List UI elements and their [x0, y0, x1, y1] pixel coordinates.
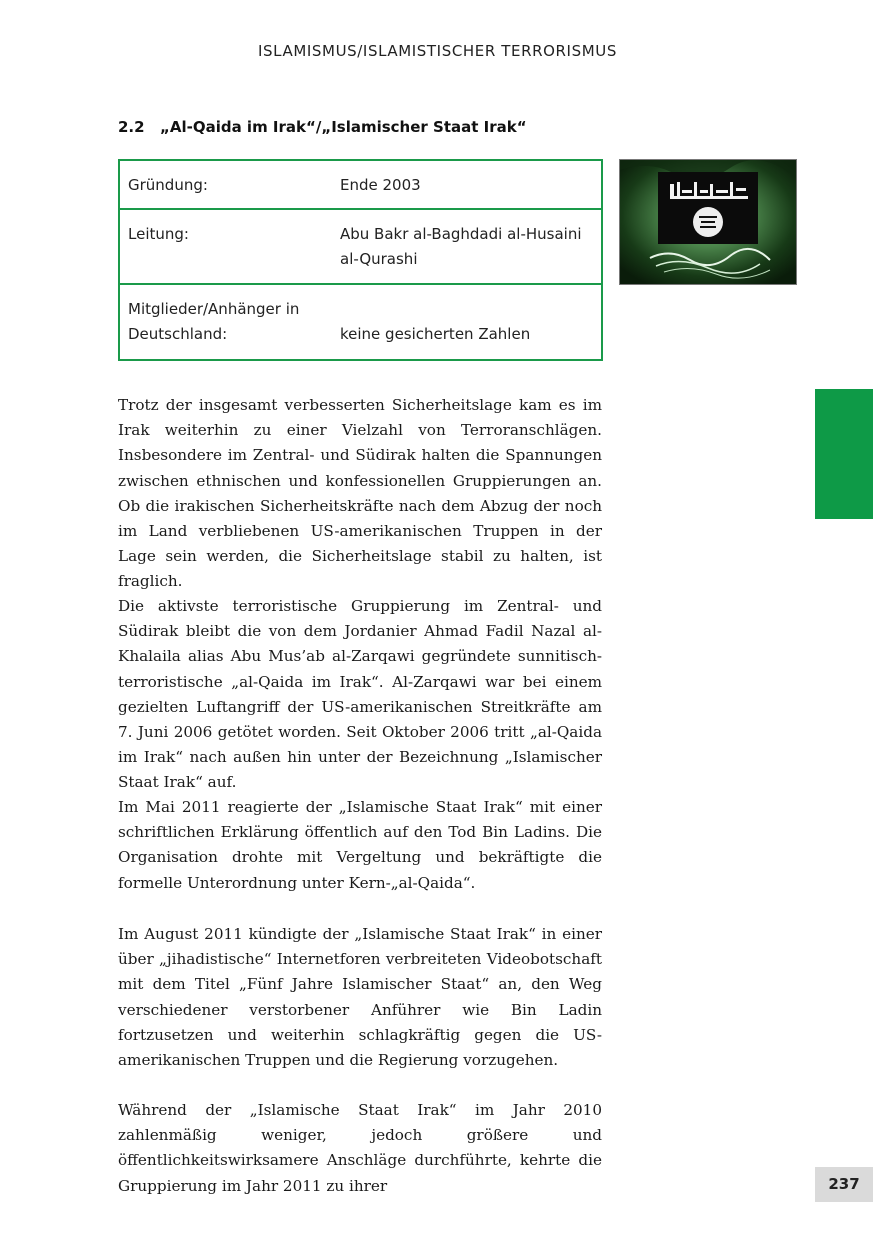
- section-title: [118, 118, 527, 136]
- chapter-side-tab: [815, 389, 873, 519]
- info-label: Mitglieder/Anhänger in Deutschland:: [128, 300, 300, 343]
- running-header: ISLAMISMUS/ISLAMISTISCHER TERRORISMUS: [258, 42, 617, 60]
- section-number: 2.2: [118, 118, 145, 136]
- info-label: Gründung:: [128, 176, 208, 194]
- info-value: Ende 2003: [340, 176, 421, 194]
- info-value: keine gesicherten Zahlen: [340, 325, 531, 343]
- page-number: 237: [815, 1167, 873, 1202]
- info-value: Abu Bakr al-Baghdadi al-Husaini al-Qurashi: [340, 225, 582, 268]
- info-row-members: [120, 285, 601, 359]
- paragraph: Während der „Islamische Staat Irak“ im Jahr 2010 zahlenmäßig weniger, jedoch größere und öffentlichkeitswirksamere Anschläge durchführte, kehrte die Gruppierung im Jahr 2011 zu ihrer: [118, 1101, 602, 1195]
- paragraph: Im August 2011 kündigte der „Islamische Staat Irak“ in einer über „jihadistische“ Internetforen verbreiteten Videobotschaft mit dem Titel „Fünf Jahre Islamischer Staat“ an, den Weg verschiedener verstorbener Anführer wie Bin Ladin fortzusetzen und weiterhin schlagkräftig gegen die US-amerikanischen Truppen und die Regierung vorzugehen.: [118, 925, 602, 1070]
- paragraph: Im Mai 2011 reagierte der „Islamische Staat Irak“ mit einer schriftlichen Erklärung öffentlich auf den Tod Bin Ladins. Die Organisation drohte mit Vergeltung und bekräftigte die formelle Unterordnung unter Kern-„al-Qaida“.: [118, 798, 602, 892]
- info-box: [118, 159, 603, 361]
- info-label: Leitung:: [128, 225, 189, 243]
- black-banner-flag-image: [619, 159, 797, 285]
- info-row-leadership: [120, 210, 601, 285]
- info-row-founding: [120, 161, 601, 210]
- paragraph: Die aktivste terroristische Gruppierung im Zentral- und Südirak bleibt die von dem Jordanier Ahmad Fadil Nazal al-Khalaila alias Abu Mus’ab al-Zarqawi gegründete sunnitisch-terroristische „al-Qaida im Irak“. Al-Zarqawi war bei einem gezielten Luftangriff der US-amerikanischen Streitkräfte am 7. Juni 2006 getötet worden. Seit Oktober 2006 tritt „al-Qaida im Irak“ nach außen hin unter der Bezeichnung „Islamischer Staat Irak“ auf.: [118, 597, 602, 792]
- section-title-text: „Al-Qaida im Irak“/„Islamischer Staat Irak“: [160, 118, 527, 136]
- paragraph: Trotz der insgesamt verbesserten Sicherheitslage kam es im Irak weiterhin zu einer Vielzahl von Terroranschlägen. Insbesondere im Zentral- und Südirak halten die Spannungen zwischen ethnischen und konfessionellen Gruppierungen an. Ob die irakischen Sicherheitskräfte nach dem Abzug der noch im Land verbliebenen US-amerikanischen Truppen in der Lage sein werden, die Sicherheitslage stabil zu halten, ist fraglich.: [118, 396, 602, 591]
